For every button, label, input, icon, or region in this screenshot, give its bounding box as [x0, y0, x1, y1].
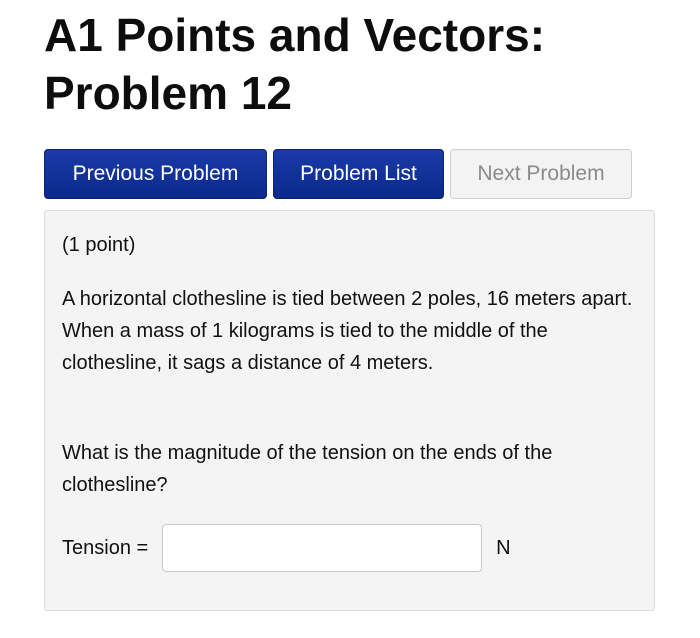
statement-line-2: When a mass of 1 kilograms is tied to the middle of the clothesline, it sags a distance of 4 meters.: [62, 320, 548, 374]
point-value: (1 point): [62, 234, 136, 256]
previous-problem-button[interactable]: Previous Problem: [44, 149, 267, 199]
statement-line-1: A horizontal clothesline is tied between 2 poles, 16 meters apart.: [62, 288, 633, 310]
page-title: [44, 6, 684, 122]
problem-statement: [62, 283, 642, 379]
answer-row: [62, 524, 511, 572]
unit-label: N: [496, 536, 511, 559]
problem-navigation: [44, 149, 632, 199]
title-line-2: Problem 12: [44, 67, 292, 119]
tension-answer-input[interactable]: [162, 524, 482, 572]
problem-panel: [44, 210, 655, 611]
title-line-1: A1 Points and Vectors:: [44, 9, 546, 61]
problem-question: What is the magnitude of the tension on the ends of the clothesline?: [62, 442, 553, 496]
next-problem-button: Next Problem: [450, 149, 632, 199]
answer-label: Tension =: [62, 536, 149, 559]
problem-list-button[interactable]: Problem List: [273, 149, 444, 199]
